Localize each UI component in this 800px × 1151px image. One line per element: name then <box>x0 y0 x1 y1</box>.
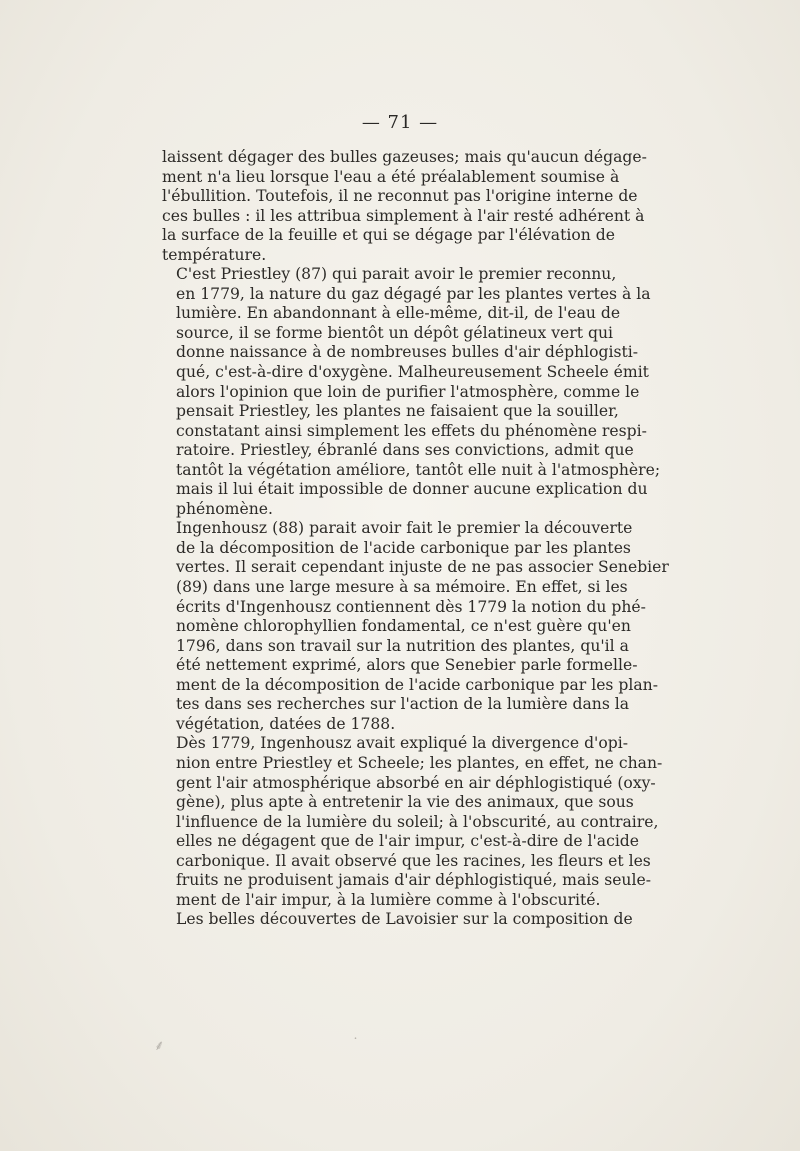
text-line: l'influence de la lumière du soleil; à l'obscurité, au contraire, <box>176 812 659 831</box>
text-line: source, il se forme bientôt un dépôt gélatineux vert qui <box>176 323 613 342</box>
text-line: phénomène. <box>176 499 273 518</box>
text-line: tantôt la végétation améliore, tantôt elle nuit à l'atmosphère; <box>176 460 661 479</box>
text-line: température. <box>162 245 267 264</box>
paragraph-p4 <box>162 734 663 910</box>
body-text <box>162 148 669 930</box>
text-line: végétation, datées de 1788. <box>176 714 396 733</box>
paragraph-p3 <box>162 519 669 734</box>
text-line: la surface de la feuille et qui se dégage par l'élévation de <box>162 226 615 245</box>
text-line: ment de la décomposition de l'acide carbonique par les plan- <box>176 675 658 694</box>
text-line: vertes. Il serait cependant injuste de ne pas associer Senebier <box>176 558 669 577</box>
text-line: ces bulles : il les attribua simplement à l'air resté adhérent à <box>162 206 645 225</box>
ink-smudge-mark: ˙ <box>352 1036 359 1052</box>
text-line: nomène chlorophyllien fondamental, ce n'est guère qu'en <box>176 617 631 636</box>
text-line: 1796, dans son travail sur la nutrition des plantes, qu'il a <box>176 636 629 655</box>
text-line: (89) dans une large mesure à sa mémoire. En effet, si les <box>176 578 628 597</box>
ink-smudge-mark: ⸙ <box>154 1038 165 1054</box>
text-line: lumière. En abandonnant à elle-même, dit-il, de l'eau de <box>176 304 621 323</box>
text-line: écrits d'Ingenhousz contiennent dès 1779 la notion du phé- <box>176 597 646 616</box>
text-line: l'ébullition. Toutefois, il ne reconnut pas l'origine interne de <box>162 187 638 206</box>
text-line: Les belles découvertes de Lavoisier sur la composition de <box>176 910 633 929</box>
text-line: tes dans ses recherches sur l'action de la lumière dans la <box>176 695 630 714</box>
page-number: — 71 — <box>361 112 439 133</box>
text-line: fruits ne produisent jamais d'air déphlogistiqué, mais seule- <box>176 871 651 890</box>
text-line: qué, c'est-à-dire d'oxygène. Malheureusement Scheele émit <box>176 363 649 382</box>
text-line: laissent dégager des bulles gazeuses; mais qu'aucun dégage- <box>162 148 647 166</box>
text-line: Ingenhousz (88) parait avoir fait le premier la découverte <box>176 519 633 538</box>
text-line: mais il lui était impossible de donner aucune explication du <box>176 480 648 499</box>
text-line: alors l'opinion que loin de purifier l'atmosphère, comme le <box>176 382 640 401</box>
text-line: en 1779, la nature du gaz dégagé par les plantes vertes à la <box>176 284 651 303</box>
text-line: gène), plus apte à entretenir la vie des animaux, que sous <box>176 793 634 812</box>
text-line: ment de l'air impur, à la lumière comme à l'obscurité. <box>176 890 601 909</box>
text-line: Dès 1779, Ingenhousz avait expliqué la divergence d'opi- <box>176 734 628 753</box>
text-line: de la décomposition de l'acide carbonique par les plantes <box>176 538 631 557</box>
paragraph-p1 <box>162 148 647 265</box>
text-line: carbonique. Il avait observé que les racines, les fleurs et les <box>176 851 651 870</box>
text-line: ment n'a lieu lorsque l'eau a été préalablement soumise à <box>162 167 620 186</box>
text-line: constatant ainsi simplement les effets du phénomène respi- <box>176 421 647 440</box>
text-line: gent l'air atmosphérique absorbé en air déphlogistiqué (oxy- <box>176 773 656 792</box>
paragraph-p2 <box>162 265 661 519</box>
text-line: nion entre Priestley et Scheele; les plantes, en effet, ne chan- <box>176 753 663 772</box>
text-line: C'est Priestley (87) qui parait avoir le premier reconnu, <box>176 265 617 284</box>
text-line: pensait Priestley, les plantes ne faisaient que la souiller, <box>176 402 619 421</box>
text-line: elles ne dégagent que de l'air impur, c'est-à-dire de l'acide <box>176 832 640 851</box>
text-line: donne naissance à de nombreuses bulles d'air déphlogisti- <box>176 343 639 362</box>
text-line: été nettement exprimé, alors que Senebier parle formelle- <box>176 656 638 675</box>
paragraph-p5 <box>162 910 633 930</box>
text-line: ratoire. Priestley, ébranlé dans ses convictions, admit que <box>176 441 634 460</box>
